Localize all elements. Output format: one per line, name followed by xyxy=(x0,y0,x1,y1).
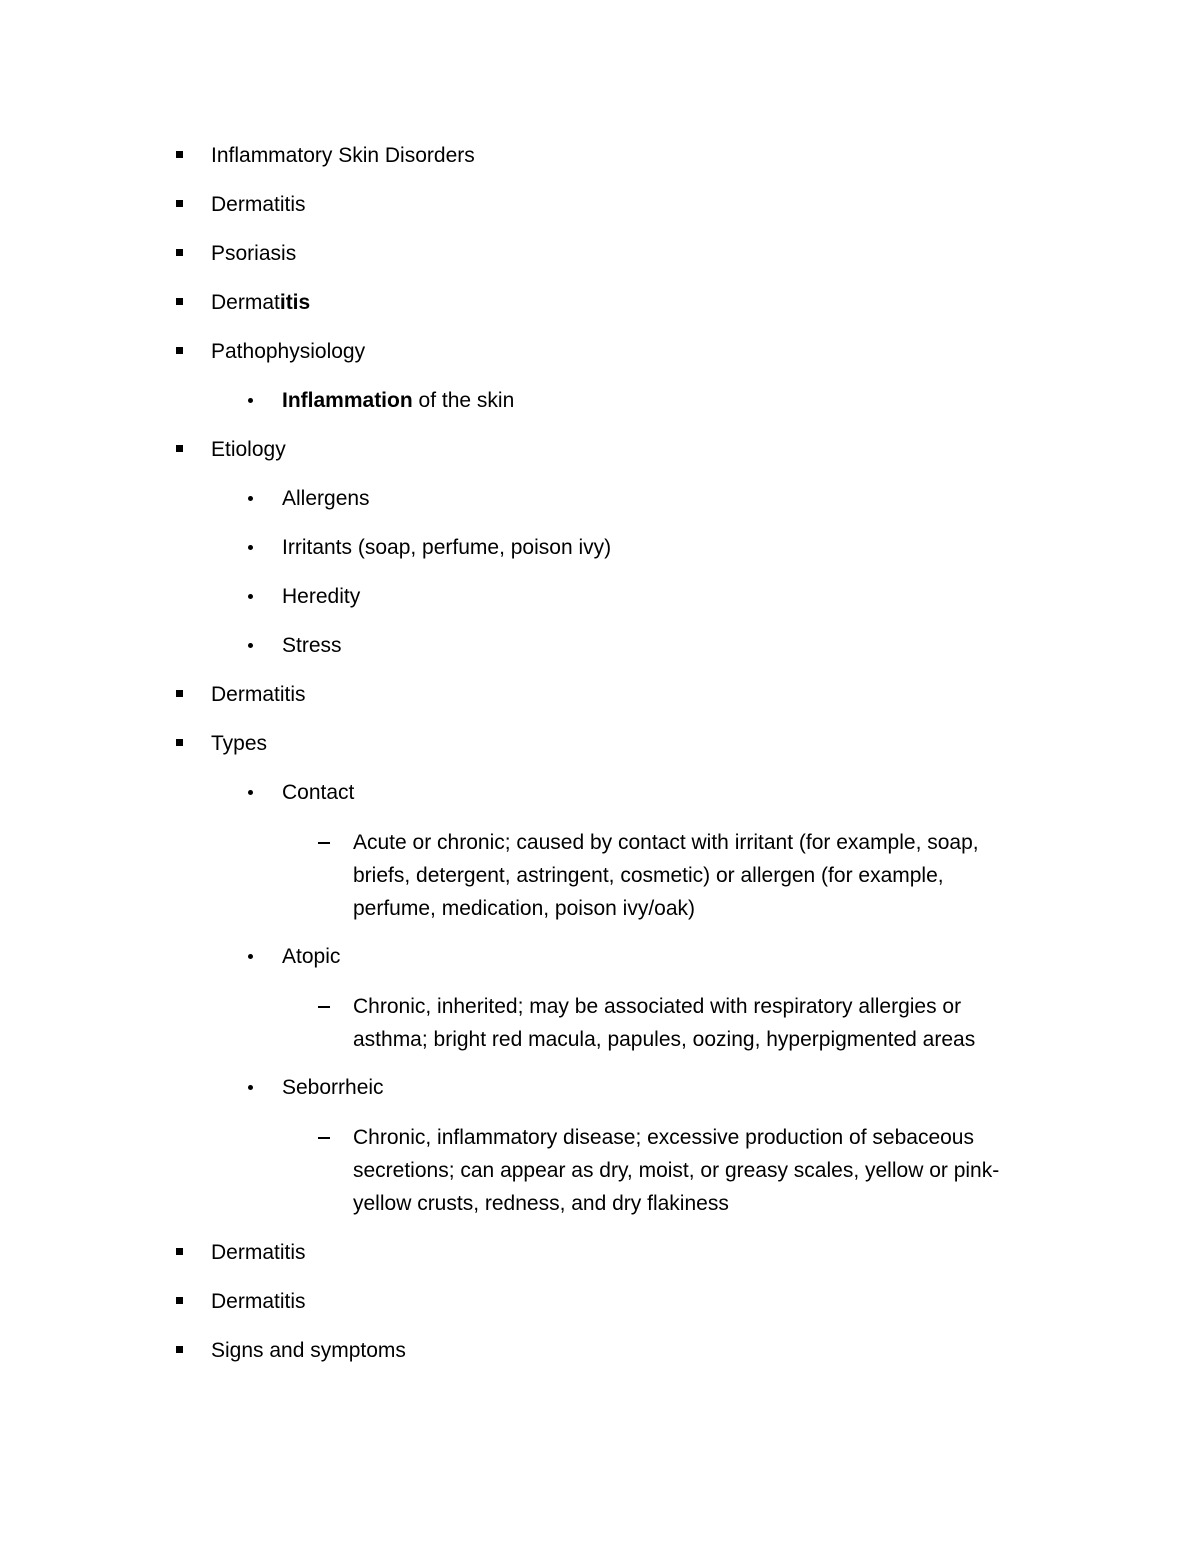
list-item-text: Atopic xyxy=(282,945,341,968)
list-item-text: Types xyxy=(211,732,268,755)
list-item-text xyxy=(211,286,310,319)
list-item-text xyxy=(282,384,514,417)
list-item-text: Irritants (soap, perfume, poison ivy) xyxy=(282,536,612,559)
text-line: briefs, detergent, astringent, cosmetic) or allergen (for example, xyxy=(353,864,944,887)
list-item-text: Dermatitis xyxy=(211,193,306,216)
square-bullet-icon xyxy=(176,1346,183,1353)
list-item xyxy=(318,1121,999,1220)
list-item xyxy=(176,1285,306,1318)
round-bullet-icon xyxy=(248,954,253,959)
list-item xyxy=(248,629,342,662)
list-item xyxy=(176,188,306,221)
list-item-text: Psoriasis xyxy=(211,242,297,265)
text-run: Dermat xyxy=(211,291,280,314)
round-bullet-icon xyxy=(248,398,253,403)
list-item-text: Stress xyxy=(282,634,342,657)
dash-bullet-icon xyxy=(318,1006,330,1008)
list-item xyxy=(176,678,306,711)
list-item-text: Signs and symptoms xyxy=(211,1339,406,1362)
list-item xyxy=(176,139,475,172)
square-bullet-icon xyxy=(176,1297,183,1304)
list-item xyxy=(248,531,611,564)
square-bullet-icon xyxy=(176,347,183,354)
list-item-text: Dermatitis xyxy=(211,1290,306,1313)
text-line: Chronic, inherited; may be associated with respiratory allergies or xyxy=(353,995,962,1018)
text-line: perfume, medication, poison ivy/oak) xyxy=(353,897,695,920)
square-bullet-icon xyxy=(176,200,183,207)
list-item xyxy=(176,727,267,760)
list-item xyxy=(176,1236,306,1269)
round-bullet-icon xyxy=(248,594,253,599)
text-line: Chronic, inflammatory disease; excessive production of sebaceous xyxy=(353,1126,974,1149)
list-item-text: Dermatitis xyxy=(211,683,306,706)
list-item-text: Etiology xyxy=(211,438,286,461)
list-item-text: Pathophysiology xyxy=(211,340,366,363)
square-bullet-icon xyxy=(176,1248,183,1255)
list-item xyxy=(176,286,310,319)
text-line: asthma; bright red macula, papules, oozing, hyperpigmented areas xyxy=(353,1028,976,1051)
list-item xyxy=(248,940,340,973)
square-bullet-icon xyxy=(176,151,183,158)
list-item-text xyxy=(353,826,979,925)
list-item-text: Seborrheic xyxy=(282,1076,384,1099)
list-item xyxy=(248,776,354,809)
round-bullet-icon xyxy=(248,790,253,795)
list-item xyxy=(176,335,365,368)
square-bullet-icon xyxy=(176,445,183,452)
list-item xyxy=(248,580,360,613)
dash-bullet-icon xyxy=(318,842,330,844)
square-bullet-icon xyxy=(176,249,183,256)
round-bullet-icon xyxy=(248,643,253,648)
list-item xyxy=(248,1071,384,1104)
text-line: secretions; can appear as dry, moist, or greasy scales, yellow or pink- xyxy=(353,1159,1000,1182)
list-item-text: Dermatitis xyxy=(211,1241,306,1264)
list-item-text: Inflammatory Skin Disorders xyxy=(211,144,475,167)
square-bullet-icon xyxy=(176,690,183,697)
list-item xyxy=(318,990,975,1056)
list-item xyxy=(176,433,286,466)
bold-text-run: Inflammation xyxy=(282,389,413,412)
round-bullet-icon xyxy=(248,1085,253,1090)
list-item-text: Allergens xyxy=(282,487,370,510)
text-line: Acute or chronic; caused by contact with irritant (for example, soap, xyxy=(353,831,979,854)
round-bullet-icon xyxy=(248,496,253,501)
text-line: yellow crusts, redness, and dry flakiness xyxy=(353,1192,729,1215)
square-bullet-icon xyxy=(176,739,183,746)
list-item xyxy=(176,237,296,270)
list-item xyxy=(176,1334,406,1367)
square-bullet-icon xyxy=(176,298,183,305)
list-item xyxy=(318,826,979,925)
bold-text-run: itis xyxy=(279,291,311,314)
list-item xyxy=(248,384,514,417)
round-bullet-icon xyxy=(248,545,253,550)
list-item xyxy=(248,482,370,515)
list-item-text xyxy=(353,1121,999,1220)
dash-bullet-icon xyxy=(318,1137,330,1139)
list-item-text: Contact xyxy=(282,781,355,804)
text-run: of the skin xyxy=(412,389,515,412)
list-item-text: Heredity xyxy=(282,585,361,608)
list-item-text xyxy=(353,990,975,1056)
